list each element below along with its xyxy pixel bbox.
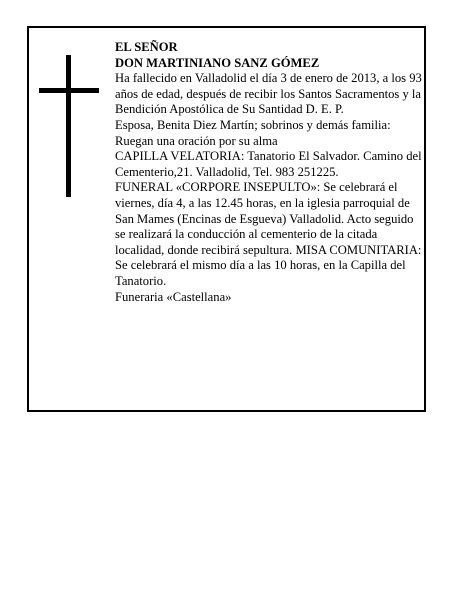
funeral-info: FUNERAL «CORPORE INSEPULTO»: Se celebrará el viernes, día 4, a las 12.45 horas, en la iglesia parroquial de San Mames (Encinas de Esgueva) Valladolid. Acto seguido se realizará la conducción al cementerio de la citada localidad, donde recibirá sepultura. MISA COMUNITARIA: Se celebrará el mismo día a las 10 horas, en la Capilla del Tanatorio. (115, 180, 422, 288)
death-announcement: Ha fallecido en Valladolid el día 3 de enero de 2013, a los 93 años de edad, después de recibir los Santos Sacramentos y la Bendición Apostólica de Su Santidad D. E. P. (115, 71, 422, 117)
cross-icon (39, 55, 99, 197)
prayer-request: Ruegan una oración por su alma (115, 133, 278, 148)
cross-vertical-bar (66, 55, 71, 197)
obituary-notice (27, 26, 426, 412)
deceased-name: DON MARTINIANO SANZ GÓMEZ (115, 55, 320, 70)
heading-title: EL SEÑOR (115, 40, 178, 54)
funeral-home: Funeraria «Castellana» (115, 289, 232, 304)
cross-horizontal-bar (39, 88, 99, 93)
notice-text (115, 40, 427, 305)
chapel-info: CAPILLA VELATORIA: Tanatorio El Salvador. Camino del Cementerio,21. Valladolid, Tel. 983 251225. (115, 149, 422, 179)
family-members: Esposa, Benita Diez Martín; sobrinos y demás familia: (115, 117, 391, 132)
